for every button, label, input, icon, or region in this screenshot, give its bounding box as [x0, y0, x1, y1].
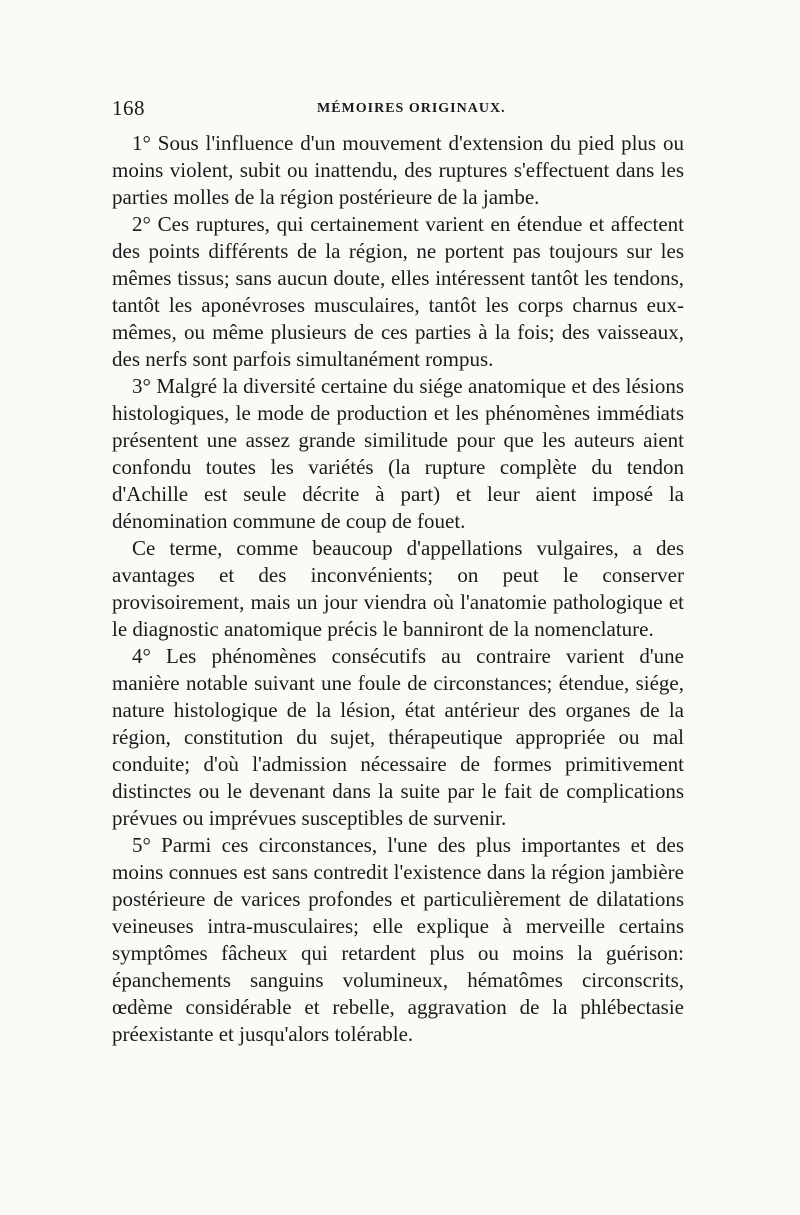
paragraph-3: 3° Malgré la diversité certaine du siége anatomique et des lésions histologiques, le mode de production et les phénomènes immédiats présentent une assez grande similitude pour que les auteurs aient confondu toutes les variétés (la rupture complète du tendon d'Achille est seule décrite à part) et leur aient imposé la dénomination commune de coup de fouet. [112, 374, 684, 533]
body-text [112, 130, 684, 1048]
running-title: MÉMOIRES ORIGINAUX. [317, 101, 506, 116]
paragraph-1: 1° Sous l'influence d'un mouvement d'extension du pied plus ou moins violent, subit ou inattendu, des ruptures s'effectuent dans les parties molles de la région postérieure de la jambe. [112, 131, 684, 209]
page-number: 168 [112, 96, 145, 120]
paragraph-5: 4° Les phénomènes consécutifs au contraire varient d'une manière notable suivant une foule de circonstances; étendue, siége, nature histologique de la lésion, état antérieur des organes de la région, constitution du sujet, thérapeutique appropriée ou mal conduite; d'où l'admission nécessaire de formes primitivement distinctes ou le devenant dans la suite par le fait de complications prévues ou imprévues susceptibles de survenir. [112, 644, 684, 830]
paragraph-4: Ce terme, comme beaucoup d'appellations vulgaires, a des avantages et des inconvénients; on peut le conserver provisoirement, mais un jour viendra où l'anatomie pathologique et le diagnostic anatomique précis le banniront de la nomenclature. [112, 536, 684, 641]
paragraph-6: 5° Parmi ces circonstances, l'une des plus importantes et des moins connues est sans contredit l'existence dans la région jambière postérieure de varices profondes et particulièrement de dilatations veineuses intra-musculaires; elle explique à merveille certains symptômes fâcheux qui retardent plus ou moins la guérison: épanchements sanguins volumineux, hématômes circonscrits, œdème considérable et rebelle, aggravation de la phlébectasie préexistante et jusqu'alors tolérable. [112, 833, 684, 1046]
running-head [112, 96, 692, 122]
paragraph-2: 2° Ces ruptures, qui certainement varient en étendue et affectent des points différents de la région, ne portent pas toujours sur les mêmes tissus; sans aucun doute, elles intéressent tantôt les tendons, tantôt les aponévroses musculaires, tantôt les corps charnus eux-mêmes, ou même plusieurs de ces parties à la fois; des vaisseaux, des nerfs sont parfois simultanément rompus. [112, 212, 684, 371]
